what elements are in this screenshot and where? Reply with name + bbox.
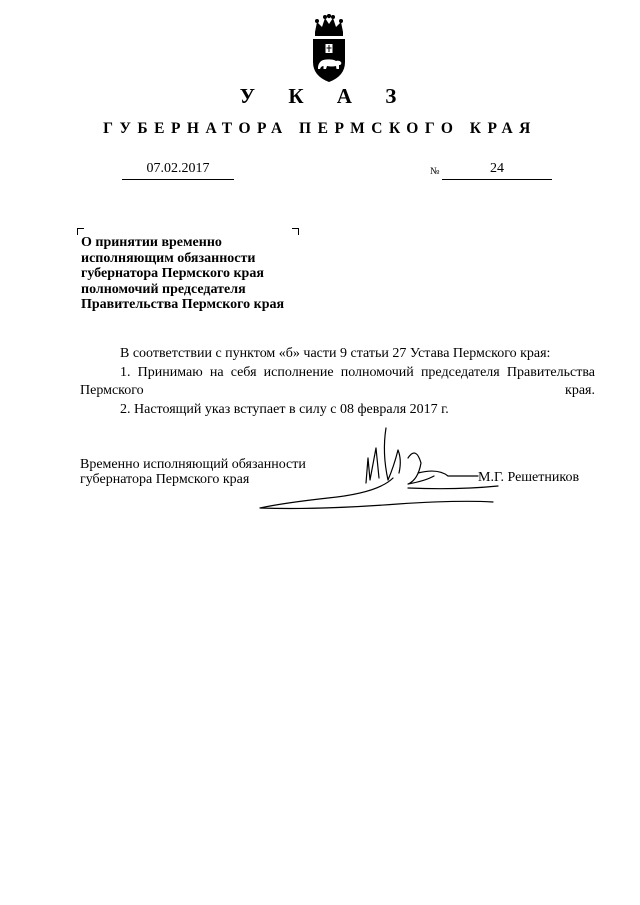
body-intro: В соответствии с пунктом «б» части 9 статьи 27 Устава Пермского края:: [120, 346, 551, 361]
signatory-position-line: губернатора Пермского края: [80, 472, 250, 487]
perm-krai-emblem-icon: [306, 14, 352, 84]
number-sign: №: [430, 166, 440, 177]
subject-line: О принятии временно: [81, 235, 222, 250]
subject-line: Правительства Пермского края: [81, 297, 285, 312]
subject-corner-left: [77, 228, 84, 235]
subject-line: губернатора Пермского края: [81, 266, 264, 281]
signatory-name: М.Г. Решетников: [478, 470, 580, 485]
subject-line: исполняющим обязанности: [81, 250, 256, 266]
signatory-position-line: Временно исполняющий обязанности: [80, 457, 306, 472]
subject-corner-right: [292, 228, 299, 235]
subject-line: полномочий председателя: [81, 281, 246, 297]
document-date: 07.02.2017: [122, 161, 234, 180]
document-body: [80, 345, 595, 419]
document-number: 24: [442, 161, 552, 180]
handwritten-signature: [258, 418, 508, 513]
document-subtitle: ГУБЕРНАТОРА ПЕРМСКОГО КРАЯ: [103, 120, 537, 137]
body-item-2: 2. Настоящий указ вступает в силу с 08 февраля 2017 г.: [120, 401, 449, 417]
document-subject: [81, 235, 341, 313]
body-item-1: 1. Принимаю на себя исполнение полномочий председателя Правительства Пермского края.: [80, 364, 595, 398]
document-title: У К А З: [239, 84, 411, 108]
